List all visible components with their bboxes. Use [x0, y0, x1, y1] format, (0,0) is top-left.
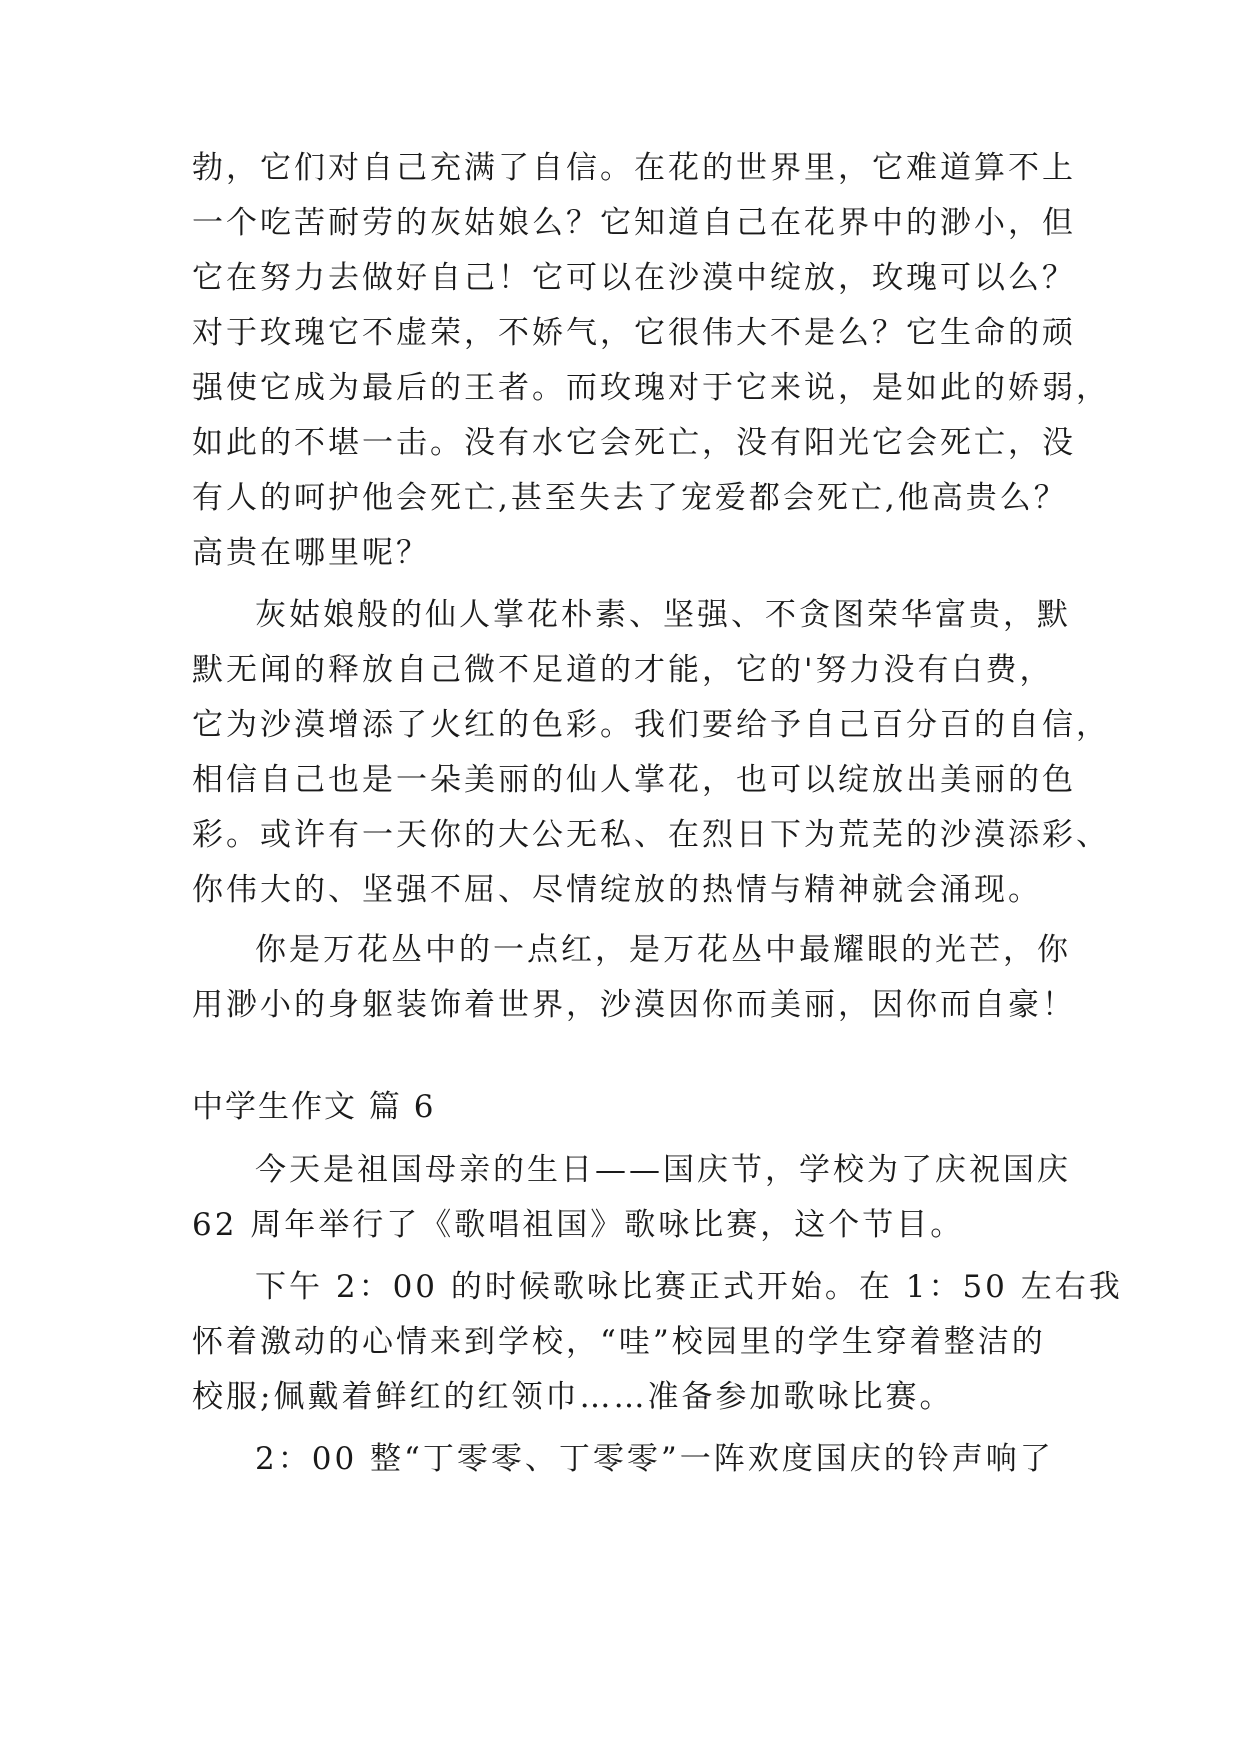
paragraph-line: 彩。或许有一天你的大公无私、在烈日下为荒芜的沙漠添彩、: [192, 817, 1110, 853]
paragraph-line: 它在努力去做好自己！它可以在沙漠中绽放，玫瑰可以么？: [192, 260, 1076, 296]
paragraph-line: 下午 2：00 的时候歌咏比赛正式开始。在 1：50 左右我: [255, 1269, 1123, 1305]
paragraph-line: 高贵在哪里呢？: [192, 535, 430, 571]
section-heading: 中学生作文 篇 6: [192, 1089, 436, 1125]
paragraph-line: 怀着激动的心情来到学校，“哇”校园里的学生穿着整洁的: [192, 1324, 1046, 1360]
paragraph-line: 默无闻的释放自己微不足道的才能，它的'努力没有白费，: [192, 652, 1054, 688]
paragraph-line: 你伟大的、坚强不屈、尽情绽放的热情与精神就会涌现。: [192, 872, 1042, 908]
paragraph-line: 62 周年举行了《歌唱祖国》歌咏比赛，这个节目。: [192, 1207, 965, 1243]
paragraph-line: 今天是祖国母亲的生日——国庆节，学校为了庆祝国庆: [255, 1152, 1071, 1188]
paragraph-line: 一个吃苦耐劳的灰姑娘么？它知道自己在花界中的渺小，但: [192, 205, 1076, 241]
paragraph-line: 2：00 整“丁零零、丁零零”一阵欢度国庆的铃声响了: [255, 1441, 1054, 1477]
paragraph-line: 你是万花丛中的一点红，是万花丛中最耀眼的光芒，你: [255, 932, 1071, 968]
paragraph-line: 灰姑娘般的仙人掌花朴素、坚强、不贪图荣华富贵，默: [255, 597, 1071, 633]
paragraph-line: 用渺小的身躯装饰着世界，沙漠因你而美丽，因你而自豪！: [192, 987, 1076, 1023]
paragraph-line: 如此的不堪一击。没有水它会死亡，没有阳光它会死亡，没: [192, 425, 1076, 461]
paragraph-line: 它为沙漠增添了火红的色彩。我们要给予自己百分百的自信，: [192, 707, 1110, 743]
paragraph-line: 对于玫瑰它不虚荣，不娇气，它很伟大不是么？它生命的顽: [192, 315, 1076, 351]
paragraph-line: 校服;佩戴着鲜红的红领巾……准备参加歌咏比赛。: [192, 1379, 954, 1415]
paragraph-line: 有人的呵护他会死亡,甚至失去了宠爱都会死亡,他高贵么？: [192, 480, 1068, 516]
paragraph-line: 强使它成为最后的王者。而玫瑰对于它来说，是如此的娇弱，: [192, 370, 1110, 406]
paragraph-line: 勃，它们对自己充满了自信。在花的世界里，它难道算不上: [192, 150, 1076, 186]
paragraph-line: 相信自己也是一朵美丽的仙人掌花，也可以绽放出美丽的色: [192, 762, 1076, 798]
